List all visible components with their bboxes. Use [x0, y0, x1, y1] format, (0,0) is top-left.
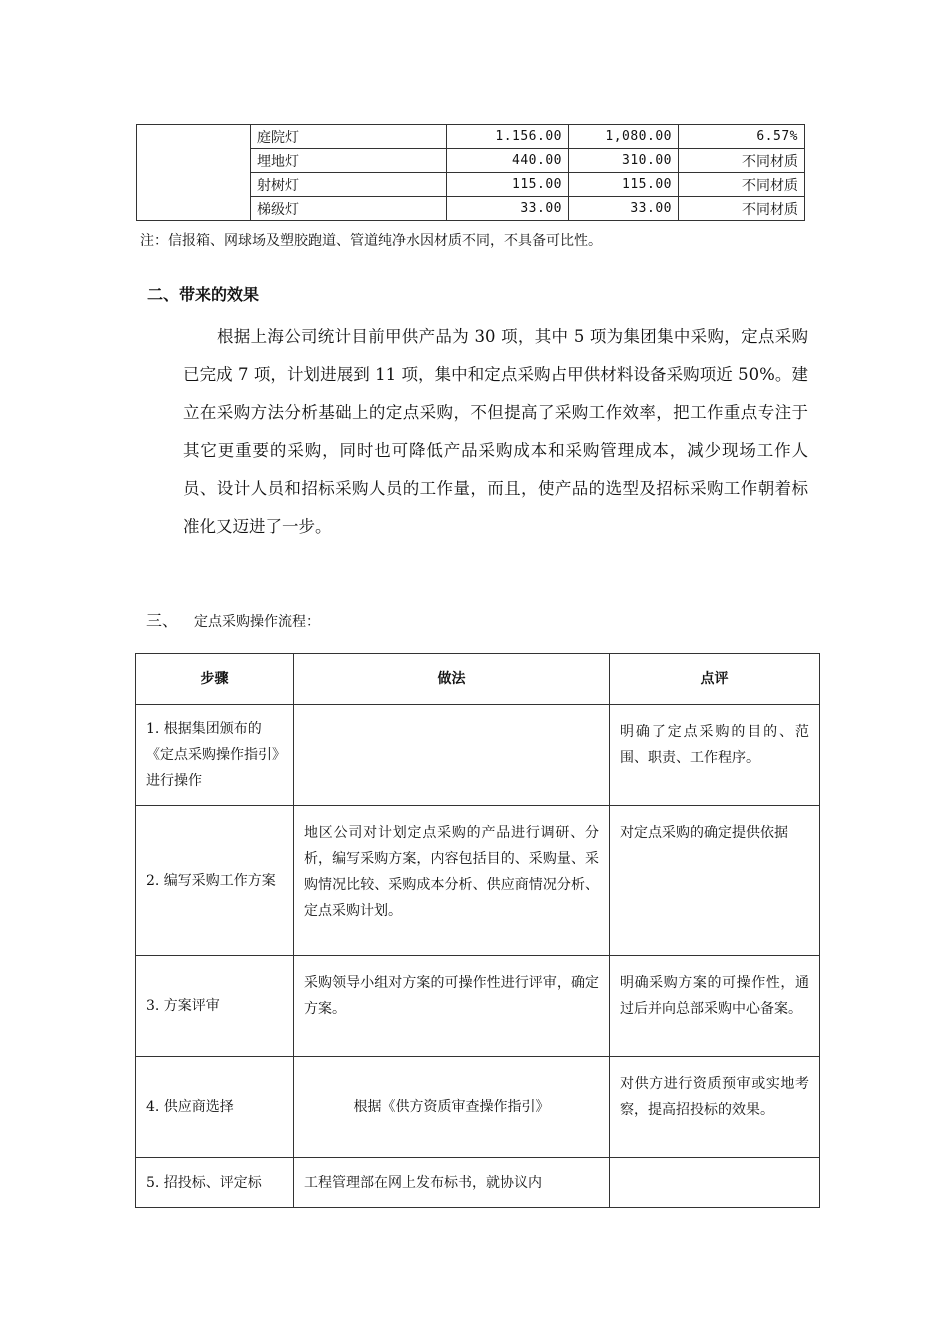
table-row — [136, 705, 820, 806]
ratio-cell: 不同材质 — [679, 197, 805, 221]
comment-cell: 对供方进行资质预审或实地考察，提高招投标的效果。 — [610, 1057, 820, 1158]
ratio-cell: 不同材质 — [679, 173, 805, 197]
table-note: 注：信报箱、网球场及塑胶跑道、管道纯净水因材质不同，不具备可比性。 — [140, 233, 602, 249]
step-text: 5. 招投标、评定标 — [146, 1174, 262, 1191]
step-text: 2. 编写采购工作方案 — [146, 872, 276, 889]
effects-paragraph: 根据上海公司统计目前甲供产品为 30 项，其中 5 项为集团集中采购，定点采购已完成 7 项，计划进展到 11 项，集中和定点采购占甲供材料设备采购项近 50%。建立在采购方法分析基础上的定点采购，不但提高了采购工作效率，把工作重点专注于其它更重要的采购，同时也可降低产品采购成本和采购管理成本，减少现场工作人员、设计人员和招标采购人员的工作量，而且，使产品的选型及招标采购工作朝着标准化又迈进了一步。 — [183, 327, 808, 536]
section-heading-process — [146, 608, 320, 631]
method-cell: 工程管理部在网上发布标书，就协议内 — [294, 1158, 610, 1208]
ratio-cell: 6.57% — [679, 125, 805, 149]
section-title: 定点采购操作流程： — [194, 614, 321, 630]
item-name: 庭院灯 — [251, 125, 447, 149]
step-cell — [136, 705, 294, 806]
step-text: 1. 根据集团颁布的《定点采购操作指引》进行操作 — [146, 721, 279, 789]
table-row — [136, 1057, 820, 1158]
table-row — [136, 956, 820, 1057]
step-cell — [136, 806, 294, 956]
value-cell: 1.156.00 — [447, 125, 569, 149]
header-comment: 点评 — [610, 654, 820, 705]
value-cell: 1,080.00 — [569, 125, 679, 149]
value-cell: 440.00 — [447, 149, 569, 173]
ratio-cell: 不同材质 — [679, 149, 805, 173]
method-cell: 采购领导小组对方案的可操作性进行评审，确定方案。 — [294, 956, 610, 1057]
section-number: 三、 — [146, 611, 179, 630]
table-header-row — [136, 654, 820, 705]
value-cell: 115.00 — [447, 173, 569, 197]
value-cell: 310.00 — [569, 149, 679, 173]
item-name: 射树灯 — [251, 173, 447, 197]
merged-category-cell — [137, 125, 251, 221]
step-cell — [136, 1158, 294, 1208]
method-cell: 根据《供方资质审查操作指引》 — [294, 1057, 610, 1158]
step-text: 4. 供应商选择 — [146, 1099, 234, 1115]
value-cell: 33.00 — [447, 197, 569, 221]
item-name: 埋地灯 — [251, 149, 447, 173]
section-heading-effects: 二、带来的效果 — [147, 285, 260, 304]
value-cell: 115.00 — [569, 173, 679, 197]
process-table — [135, 653, 820, 1208]
comment-cell — [610, 1158, 820, 1208]
header-method: 做法 — [294, 654, 610, 705]
table-row — [136, 806, 820, 956]
item-name: 梯级灯 — [251, 197, 447, 221]
comment-cell: 明确采购方案的可操作性，通过后并向总部采购中心备案。 — [610, 956, 820, 1057]
comment-cell: 明确了定点采购的目的、范围、职责、工作程序。 — [610, 705, 820, 806]
method-cell: 地区公司对计划定点采购的产品进行调研、分析，编写采购方案，内容包括目的、采购量、采购情况比较、采购成本分析、供应商情况分析、定点采购计划。 — [294, 806, 610, 956]
comment-cell: 对定点采购的确定提供依据 — [610, 806, 820, 956]
cost-comparison-table — [136, 124, 805, 221]
step-cell — [136, 1057, 294, 1158]
header-step: 步骤 — [136, 654, 294, 705]
table-row — [136, 1158, 820, 1208]
step-text: 3. 方案评审 — [146, 998, 220, 1014]
value-cell: 33.00 — [569, 197, 679, 221]
table-row — [137, 125, 805, 149]
step-cell — [136, 956, 294, 1057]
method-cell — [294, 705, 610, 806]
